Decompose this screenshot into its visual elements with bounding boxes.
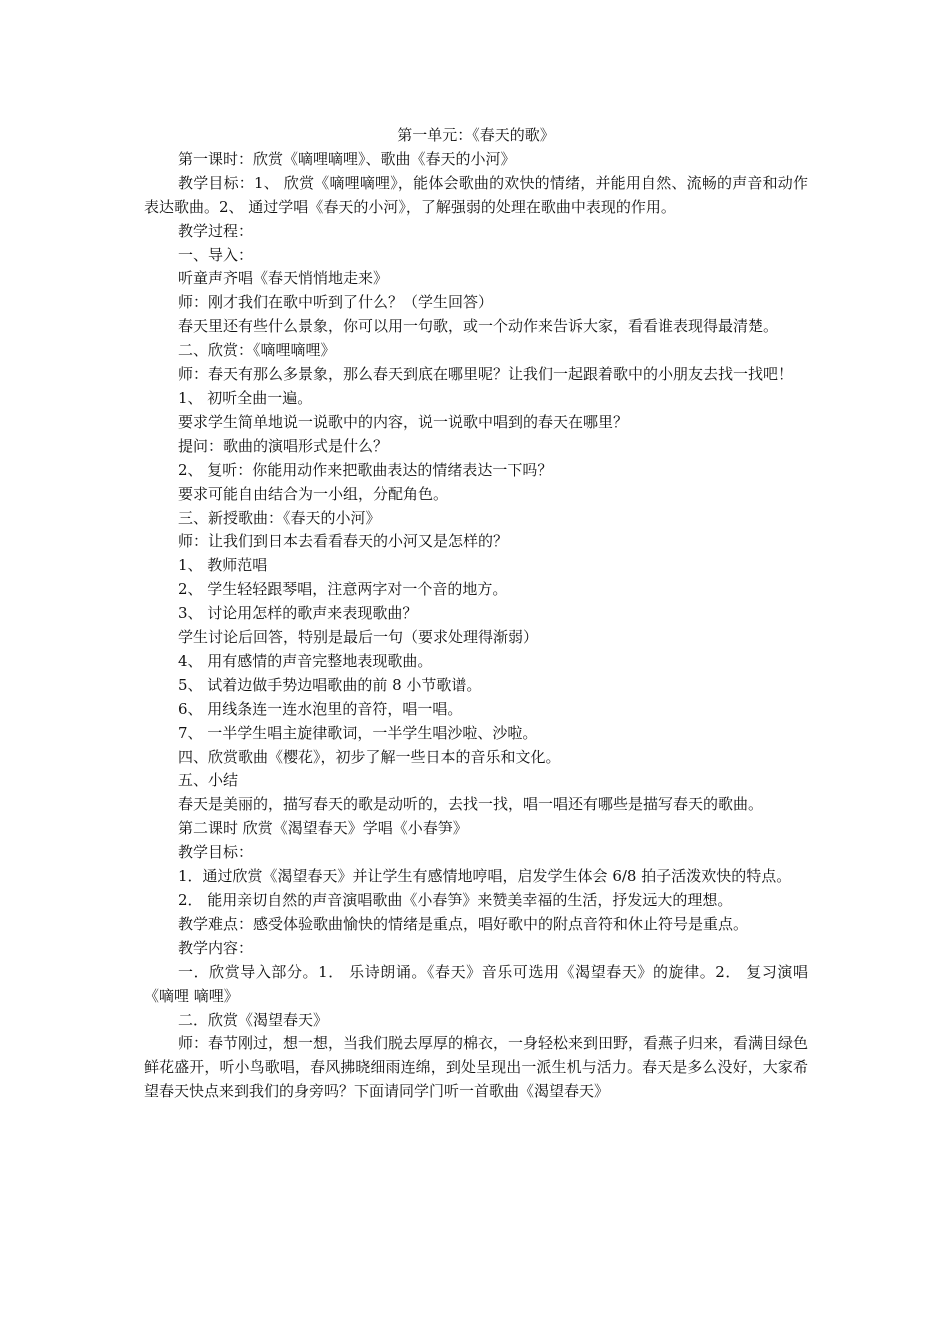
paragraph: 三、新授歌曲：《春天的小河》 (178, 508, 381, 527)
paragraph: 教学目标： (178, 843, 254, 862)
paragraph: 一．欣赏导入部分。1． 乐诗朗诵。《春天》音乐可选用《渴望春天》的旋律。2． 复习演唱《嘀哩 嘀哩》 (144, 962, 808, 1005)
paragraph: 4、 用有感情的声音完整地表现歌曲。 (178, 651, 433, 670)
paragraph: 二、欣赏：《嘀哩嘀哩》 (178, 341, 336, 360)
document-page (144, 124, 808, 1104)
paragraph: 1、 初听全曲一遍。 (178, 388, 313, 407)
paragraph: 第二课时 欣赏《渴望春天》学唱《小春笋》 (178, 819, 468, 838)
paragraph: 五、小结 (178, 771, 239, 790)
paragraph: 教学内容： (178, 938, 254, 957)
paragraph: 教学过程： (178, 221, 254, 240)
paragraph: 1．通过欣赏《渴望春天》并让学生有感情地哼唱，启发学生体会 6/8 拍子活泼欢快的特点。 (178, 867, 792, 886)
paragraph: 第一课时：欣赏《嘀哩嘀哩》、歌曲《春天的小河》 (178, 149, 516, 168)
paragraph: 要求学生简单地说一说歌中的内容，说一说歌中唱到的春天在哪里？ (178, 412, 629, 431)
paragraph: 师：春节刚过，想一想，当我们脱去厚厚的棉衣，一身轻松来到田野，看燕子归来，看满目绿色鲜花盛开，听小鸟歌唱，春风拂晓细雨连绵，到处呈现出一派生机与活力。春天是多么没好，大家希望春天快点来到我们的身旁吗？下面请同学门听一首歌曲《渴望春天》 (144, 1034, 809, 1101)
paragraph: 二．欣赏《渴望春天》 (178, 1010, 329, 1029)
document-body (144, 148, 808, 1104)
paragraph: 6、 用线条连一连水泡里的音符，唱一唱。 (178, 699, 463, 718)
paragraph: 春天是美丽的，描写春天的歌是动听的，去找一找，唱一唱还有哪些是描写春天的歌曲。 (178, 795, 764, 814)
paragraph: 四、欣赏歌曲《樱花》，初步了解一些日本的音乐和文化。 (178, 747, 561, 766)
paragraph: 师：刚才我们在歌中听到了什么？（学生回答） (178, 293, 494, 312)
paragraph: 教学目标：1、 欣赏《嘀哩嘀哩》，能体会歌曲的欢快的情绪，并能用自然、流畅的声音和动作表达歌曲。2、 通过学唱《春天的小河》，了解强弱的处理在歌曲中表现的作用。 (144, 173, 808, 216)
paragraph: 一、导入： (178, 245, 254, 264)
paragraph: 春天里还有些什么景象，你可以用一句歌，或一个动作来告诉大家，看看谁表现得最清楚。 (178, 317, 779, 336)
paragraph: 7、 一半学生唱主旋律歌词，一半学生唱沙啦、沙啦。 (178, 723, 538, 742)
paragraph: 2、 学生轻轻跟琴唱，注意两字对一个音的地方。 (178, 580, 508, 599)
paragraph: 听童声齐唱《春天悄悄地走来》 (178, 269, 389, 288)
paragraph: 5、 试着边做手势边唱歌曲的前 8 小节歌谱。 (178, 675, 482, 694)
paragraph: 1、 教师范唱 (178, 556, 268, 575)
paragraph: 师：让我们到日本去看看春天的小河又是怎样的？ (178, 532, 509, 551)
paragraph: 学生讨论后回答，特别是最后一句（要求处理得渐弱） (178, 628, 539, 647)
paragraph: 师：春天有那么多景象，那么春天到底在哪里呢？让我们一起跟着歌中的小朋友去找一找吧！ (178, 365, 794, 384)
paragraph: 3、 讨论用怎样的歌声来表现歌曲？ (178, 604, 418, 623)
paragraph: 2． 能用亲切自然的声音演唱歌曲《小春笋》来赞美幸福的生活，抒发远大的理想。 (178, 891, 733, 909)
paragraph: 提问：歌曲的演唱形式是什么？ (178, 436, 389, 455)
paragraph: 教学难点：感受体验歌曲愉快的情绪是重点，唱好歌中的附点音符和休止符号是重点。 (178, 914, 749, 933)
paragraph: 要求可能自由结合为一小组，分配角色。 (178, 484, 449, 503)
paragraph: 2、 复听：你能用动作来把歌曲表达的情绪表达一下吗？ (178, 460, 553, 479)
document-title: 第一单元：《春天的歌》 (397, 126, 555, 144)
